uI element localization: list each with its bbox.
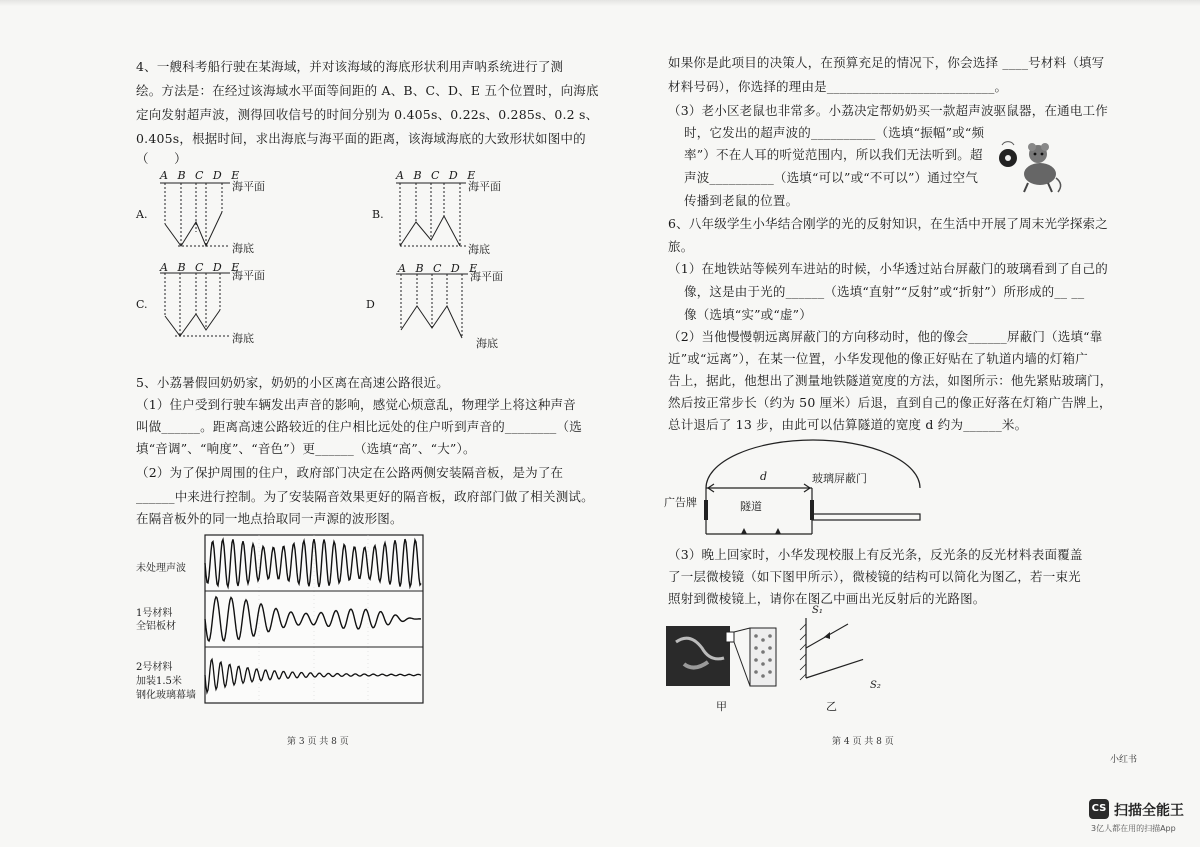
q5c-line-2: 材料号码），你选择的理由是__________________________。 (668, 79, 1008, 94)
waveform-panel (205, 535, 425, 705)
page-footer-4: 第 4 页 共 8 页 (832, 737, 894, 747)
camscanner-brand: 扫描全能王 (1114, 803, 1184, 819)
q6-line-8: 告上，据此，他想出了测量地铁隧道宽度的方法，如图所示：他先紧贴玻璃门， (668, 373, 1113, 388)
q4-line-3: 定向发射超声波，测得回收信号的时间分别为 0.405s、0.22s、0.285s、0.2 s、 (136, 107, 599, 122)
sea-floor-a: 海底 (232, 242, 254, 255)
sea-level-b: 海平面 (468, 180, 501, 193)
diagram-b-floor (400, 216, 460, 246)
abcde-label-d: A B C D E (398, 262, 481, 275)
option-c-label: C. (136, 298, 148, 311)
sea-level-a: 海平面 (232, 180, 265, 193)
mirror-s2 (806, 659, 863, 678)
wave-label-m1-2: 全铝板材 (136, 621, 176, 632)
page-footer-3: 第 3 页 共 8 页 (287, 737, 349, 747)
page-4 (600, 0, 1200, 847)
q6-line-6: （2）当他慢慢朝远离屏蔽门的方向移动时，他的像会______屏蔽门（选填“靠 (668, 329, 1103, 344)
q6-line-4: 像，这是由于光的______（选填“直射”“反射”或“折射”）所形成的__ __ (684, 284, 1085, 299)
q5c-line-4: 时，它发出的超声波的__________（选填“振幅”或“频 (684, 125, 985, 140)
glass-door-mark (810, 500, 814, 520)
q4-line-2: 绘。方法是：在经过该海域水平面等间距的 A、B、C、D、E 五个位置时，向海底 (136, 83, 599, 98)
option-a-label: A. (136, 208, 148, 221)
sea-level-d: 海平面 (470, 270, 503, 283)
figure-jia-label: 甲 (716, 700, 727, 713)
q5c-line-3: （3）老小区老鼠也非常多。小荔决定帮奶奶买一款超声波驱鼠器，在通电工作 (668, 103, 1108, 118)
diagram-a-floor (165, 212, 222, 246)
q6-line-10: 总计退后了 13 步，由此可以估算隧道的宽度 d 约为______米。 (668, 417, 1028, 432)
option-d-label: D (366, 298, 375, 311)
sea-floor-d: 海底 (476, 337, 498, 350)
q5-line-4: 填“音调”、“响度”、“音色”）更______（选填“高”、“大”）。 (136, 441, 476, 456)
q4-line-1: 4、一艘科考船行驶在某海域，并对该海域的海底形状利用声呐系统进行了测 (136, 59, 564, 74)
tunnel-label: 隧道 (740, 500, 762, 513)
q4-line-4: 0.405s，根据时间，求出海底与海平面的距离，该海域海底的大致形状如图中的 (136, 131, 586, 146)
q6-line-2: 旅。 (668, 239, 694, 254)
option-b-label: B. (372, 208, 384, 221)
q6-line-7: 近”或“远离”），在某一位置，小华发现他的像正好贴在了轨道内墙的灯箱广 (668, 351, 1088, 366)
platform (812, 514, 920, 520)
billboard-mark (704, 500, 708, 520)
corner-note: 小红书 (1110, 755, 1138, 765)
q5c-line-1: 如果你是此项目的决策人，在预算充足的情况下，你会选择 ____号材料（填写 (668, 55, 1105, 70)
camscanner-logo-icon: CS (1089, 799, 1109, 819)
label-s2: S₂ (870, 680, 881, 691)
abcde-label-c: A B C D E (160, 261, 243, 274)
sea-floor-b: 海底 (468, 243, 490, 256)
q5c-line-5: 率”）不在人耳的听觉范围内，所以我们无法听到。超 (684, 147, 983, 162)
q6-line-9: 然后按正常步长（约为 50 厘米）后退，直到自己的像正好落在灯箱广告牌上， (668, 395, 1112, 410)
q5-line-6: ______中来进行控制。为了安装隔音效果更好的隔音板，政府部门做了相关测试。 (136, 489, 594, 504)
wave-label-m1-1: 1号材料 (136, 608, 173, 619)
q5c-line-6: 声波__________（选填“可以”或“不可以”）通过空气 (684, 170, 979, 185)
sonar-diagrams (0, 0, 600, 360)
glass-door-label: 玻璃屏蔽门 (812, 472, 867, 485)
q5-line-5: （2）为了保护周围的住户，政府部门决定在公路两侧安装隔音板，是为了在 (136, 465, 564, 480)
wave-label-m2-1: 2号材料 (136, 662, 173, 673)
sea-level-c: 海平面 (232, 269, 265, 282)
q6p3-line-1: （3）晚上回家时，小华发现校服上有反光条，反光条的反光材料表面覆盖 (668, 547, 1083, 562)
camscanner-tagline: 3亿人都在用的扫描App (1091, 824, 1176, 833)
q6-line-5: 像（选填“实”或“虚”） (684, 307, 812, 322)
q5-line-1: 5、小荔暑假回奶奶家，奶奶的小区离在高速公路很近。 (136, 375, 449, 390)
wave-label-m2-2: 加装1.5米 (136, 676, 182, 687)
q6p3-line-2: 了一层微棱镜（如下图甲所示），微棱镜的结构可以简化为图乙，若一束光 (668, 569, 1081, 584)
billboard-label: 广告牌 (664, 496, 697, 509)
tunnel-d-label: d (760, 470, 768, 483)
diagram-c-floor (165, 310, 220, 336)
q5c-line-7: 传播到老鼠的位置。 (684, 193, 799, 208)
figure-yi-label: 乙 (826, 700, 837, 713)
sea-floor-c: 海底 (232, 332, 254, 345)
q5-line-2: （1）住户受到行驶车辆发出声音的影响，感觉心烦意乱，物理学上将这种声音 (136, 397, 576, 412)
label-s1: S₁ (812, 605, 823, 616)
tunnel-diagram (600, 0, 1200, 540)
abcde-label-b: A B C D E (396, 169, 479, 182)
figure-jia-photo (666, 624, 786, 694)
wave-label-m2-3: 钢化玻璃幕墙 (136, 690, 196, 701)
wave-label-raw: 未处理声波 (136, 563, 186, 574)
q6p3-line-3: 照射到微棱镜上，请你在图乙中画出光反射后的光路图。 (668, 591, 986, 606)
abcde-label-a: A B C D E (160, 169, 243, 182)
q5-line-3: 叫做______。距离高速公路较近的住户相比远处的住户听到声音的________（选 (136, 419, 582, 434)
q6-line-1: 6、八年级学生小华结合刚学的光的反射知识，在生活中开展了周末光学探索之 (668, 216, 1108, 231)
q4-line-5: （ ） (136, 151, 187, 166)
q6-line-3: （1）在地铁站等候列车进站的时候，小华透过站台屏蔽门的玻璃看到了自己的 (668, 261, 1108, 276)
q5-line-7: 在隔音板外的同一地点拾取同一声源的波形图。 (136, 511, 403, 526)
